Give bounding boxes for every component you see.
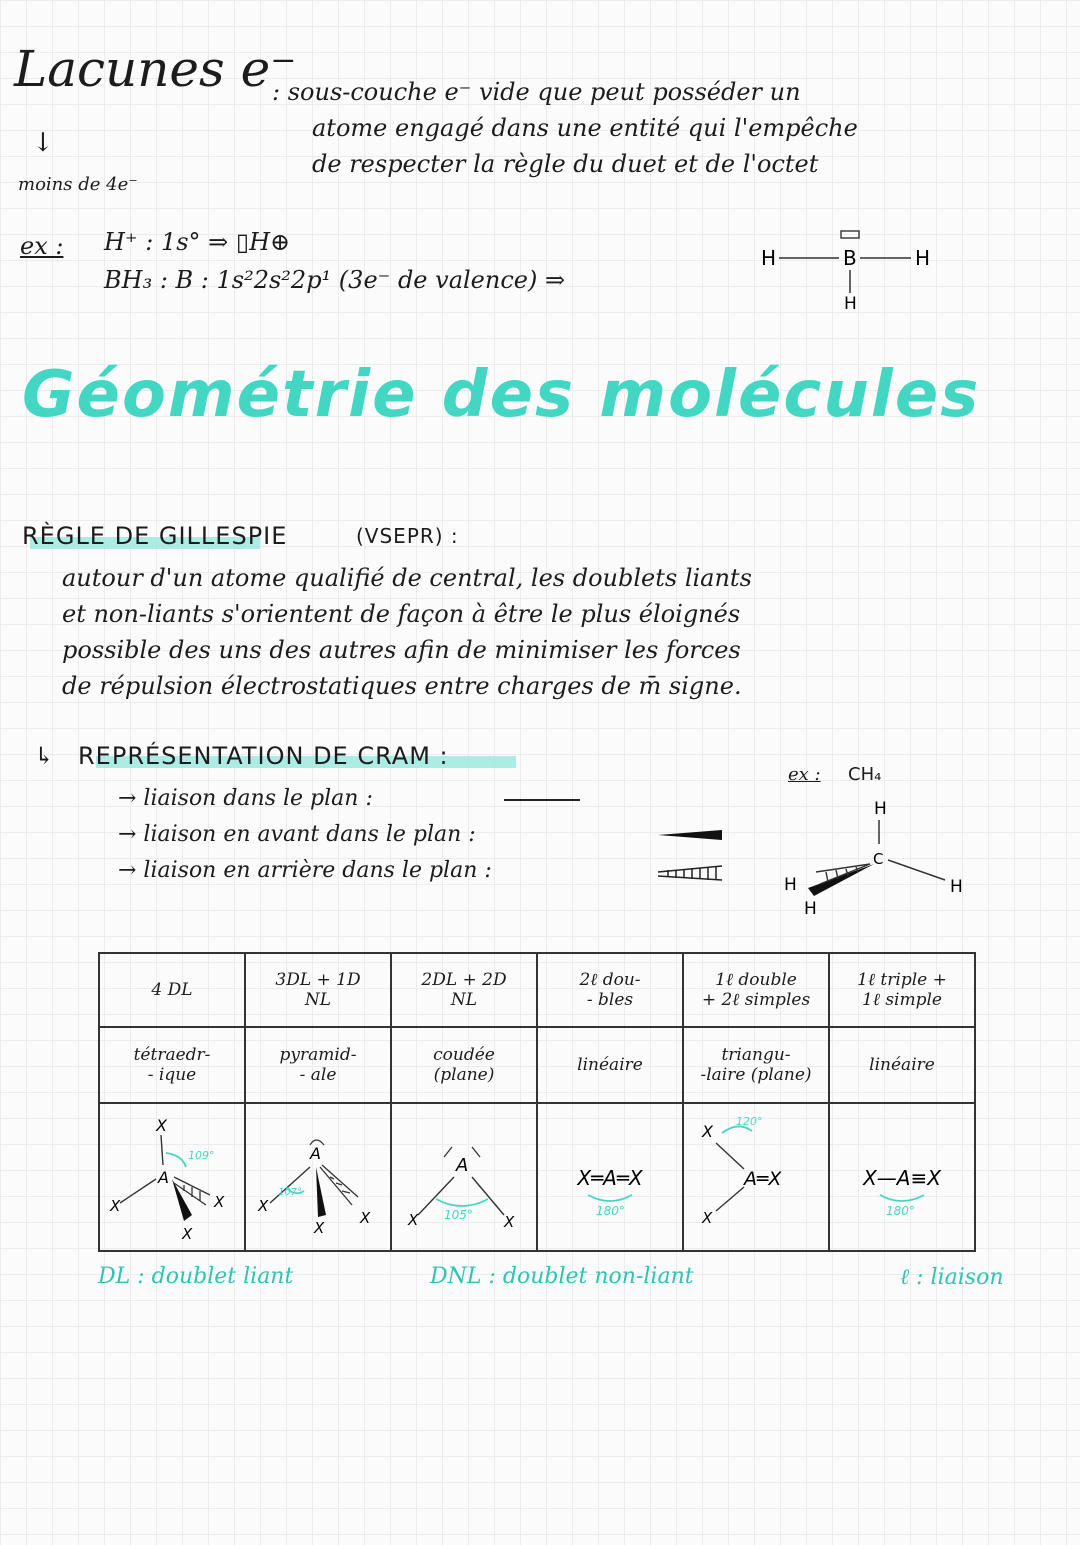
gillespie-line-4: de répulsion électrostatiques entre charges de m̄ signe. bbox=[62, 672, 742, 700]
bent-molecule-diagram bbox=[394, 1107, 534, 1247]
svg-text:A═X: A═X bbox=[744, 1168, 782, 1190]
bh3-boron-atom: B bbox=[843, 246, 857, 270]
svg-text:X: X bbox=[504, 1213, 515, 1231]
header-4dl: 4 DL bbox=[99, 953, 245, 1027]
diagram-pyramidal bbox=[245, 1103, 391, 1251]
ch4-carbon: C bbox=[873, 850, 884, 868]
front-wedge-symbol bbox=[658, 830, 722, 840]
diagram-trigonal bbox=[683, 1103, 829, 1251]
tetrahedral-molecule-diagram bbox=[102, 1107, 242, 1247]
bh3-hydrogen-bottom: H bbox=[844, 294, 857, 314]
example-bh3: BH₃ : B : 1s²2s²2p¹ (3e⁻ de valence) ⇒ bbox=[104, 266, 566, 294]
geometry-tetrahedral: tétraedr- - ique bbox=[99, 1027, 245, 1103]
definition-line-1: : sous-couche e⁻ vide que peut posséder un bbox=[272, 78, 801, 106]
svg-text:X: X bbox=[702, 1209, 713, 1227]
ch4-h-right: H bbox=[950, 877, 963, 897]
lacunes-title: Lacunes e⁻ bbox=[14, 40, 297, 98]
geometry-bent: coudée (plane) bbox=[391, 1027, 537, 1103]
bh3-vacancy-box bbox=[841, 231, 859, 238]
svg-text:X: X bbox=[702, 1122, 713, 1141]
table-row-geometry bbox=[99, 1027, 975, 1103]
ch4-h-top: H bbox=[874, 799, 887, 819]
legend-dl: DL : doublet liant bbox=[98, 1264, 294, 1289]
svg-text:X: X bbox=[258, 1197, 269, 1215]
ch4-formula: CH₄ bbox=[848, 764, 882, 785]
header-2dl-2dnl: 2DL + 2D NL bbox=[391, 953, 537, 1027]
bh3-structure-diagram bbox=[755, 225, 945, 315]
svg-text:X: X bbox=[360, 1209, 371, 1227]
definition-line-3: de respecter la règle du duet et de l'octet bbox=[312, 150, 819, 178]
pyramidal-molecule-diagram bbox=[248, 1107, 388, 1247]
gillespie-line-2: et non-liants s'orientent de façon à être le plus éloignés bbox=[62, 600, 741, 628]
svg-text:120°: 120° bbox=[736, 1115, 763, 1128]
ch4-example-label: ex : bbox=[788, 764, 821, 785]
svg-text:107°: 107° bbox=[278, 1187, 303, 1198]
svg-text:105°: 105° bbox=[444, 1208, 473, 1222]
cram-arrow-icon: ↳ bbox=[34, 742, 55, 770]
ch4-h-back: H bbox=[804, 899, 817, 919]
vsepr-geometry-table bbox=[98, 952, 976, 1252]
example-label: ex : bbox=[20, 232, 64, 260]
cram-heading: REPRÉSENTATION DE CRAM : bbox=[78, 742, 449, 770]
gillespie-line-3: possible des uns des autres afin de minimiser les forces bbox=[62, 636, 741, 664]
svg-text:A: A bbox=[456, 1155, 469, 1176]
svg-text:180°: 180° bbox=[596, 1204, 625, 1218]
geometry-pyramidal: pyramid- - ale bbox=[245, 1027, 391, 1103]
svg-text:X═A═X: X═A═X bbox=[577, 1166, 643, 1190]
cram-item-back: → liaison en arrière dans le plan : bbox=[118, 858, 492, 883]
linear-triple-molecule-diagram bbox=[832, 1107, 972, 1247]
diagram-linear-double bbox=[537, 1103, 683, 1251]
trigonal-molecule-diagram bbox=[686, 1107, 826, 1247]
svg-text:109°: 109° bbox=[188, 1149, 215, 1162]
gillespie-heading-suffix: (VSEPR) : bbox=[356, 524, 459, 548]
svg-text:A: A bbox=[158, 1168, 169, 1187]
svg-text:A: A bbox=[310, 1144, 321, 1163]
cram-item-front: → liaison en avant dans le plan : bbox=[118, 822, 476, 847]
svg-text:180°: 180° bbox=[886, 1204, 915, 1218]
linear-double-molecule-diagram bbox=[540, 1107, 680, 1247]
cram-bond-symbols bbox=[500, 790, 740, 890]
svg-text:X: X bbox=[110, 1197, 121, 1215]
main-title: Géométrie des molécules bbox=[22, 358, 981, 432]
ch4-cram-diagram bbox=[770, 792, 980, 922]
svg-text:X: X bbox=[314, 1219, 325, 1237]
bh3-hydrogen-left: H bbox=[761, 246, 777, 270]
header-1triple-1simple: 1ℓ triple + 1ℓ simple bbox=[829, 953, 975, 1027]
gillespie-heading: RÈGLE DE GILLESPIE bbox=[22, 522, 288, 550]
diagram-bent bbox=[391, 1103, 537, 1251]
svg-text:X: X bbox=[214, 1193, 225, 1211]
geometry-linear-1: linéaire bbox=[537, 1027, 683, 1103]
table-row-diagrams bbox=[99, 1103, 975, 1251]
down-arrow-icon: ↓ bbox=[32, 128, 54, 158]
table-row-doublets bbox=[99, 953, 975, 1027]
legend-l: ℓ : liaison bbox=[900, 1265, 1004, 1290]
header-1double-2simple: 1ℓ double + 2ℓ simples bbox=[683, 953, 829, 1027]
diagram-tetrahedral bbox=[99, 1103, 245, 1251]
gillespie-line-1: autour d'un atome qualifié de central, les doublets liants bbox=[62, 564, 752, 592]
lacunes-note: moins de 4e⁻ bbox=[18, 174, 138, 195]
example-h-plus: H⁺ : 1s° ⇒ ▯H⊕ bbox=[104, 228, 291, 256]
legend-dnl: DNL : doublet non-liant bbox=[430, 1264, 694, 1289]
geometry-trigonal: triangu- -laire (plane) bbox=[683, 1027, 829, 1103]
svg-text:X: X bbox=[408, 1211, 419, 1229]
definition-line-2: atome engagé dans une entité qui l'empêche bbox=[312, 114, 858, 142]
svg-text:X—A≡X: X—A≡X bbox=[863, 1166, 941, 1190]
ch4-back-hash bbox=[816, 864, 870, 884]
cram-item-plane: → liaison dans le plan : bbox=[118, 786, 373, 811]
header-2-double: 2ℓ dou- - bles bbox=[537, 953, 683, 1027]
svg-text:X: X bbox=[156, 1116, 167, 1135]
svg-text:X: X bbox=[182, 1225, 193, 1243]
bh3-hydrogen-right: H bbox=[915, 246, 931, 270]
geometry-linear-2: linéaire bbox=[829, 1027, 975, 1103]
header-3dl-1dnl: 3DL + 1D NL bbox=[245, 953, 391, 1027]
ch4-h-front: H bbox=[784, 875, 797, 895]
diagram-linear-triple bbox=[829, 1103, 975, 1251]
back-hashed-wedge-symbol bbox=[658, 866, 722, 880]
